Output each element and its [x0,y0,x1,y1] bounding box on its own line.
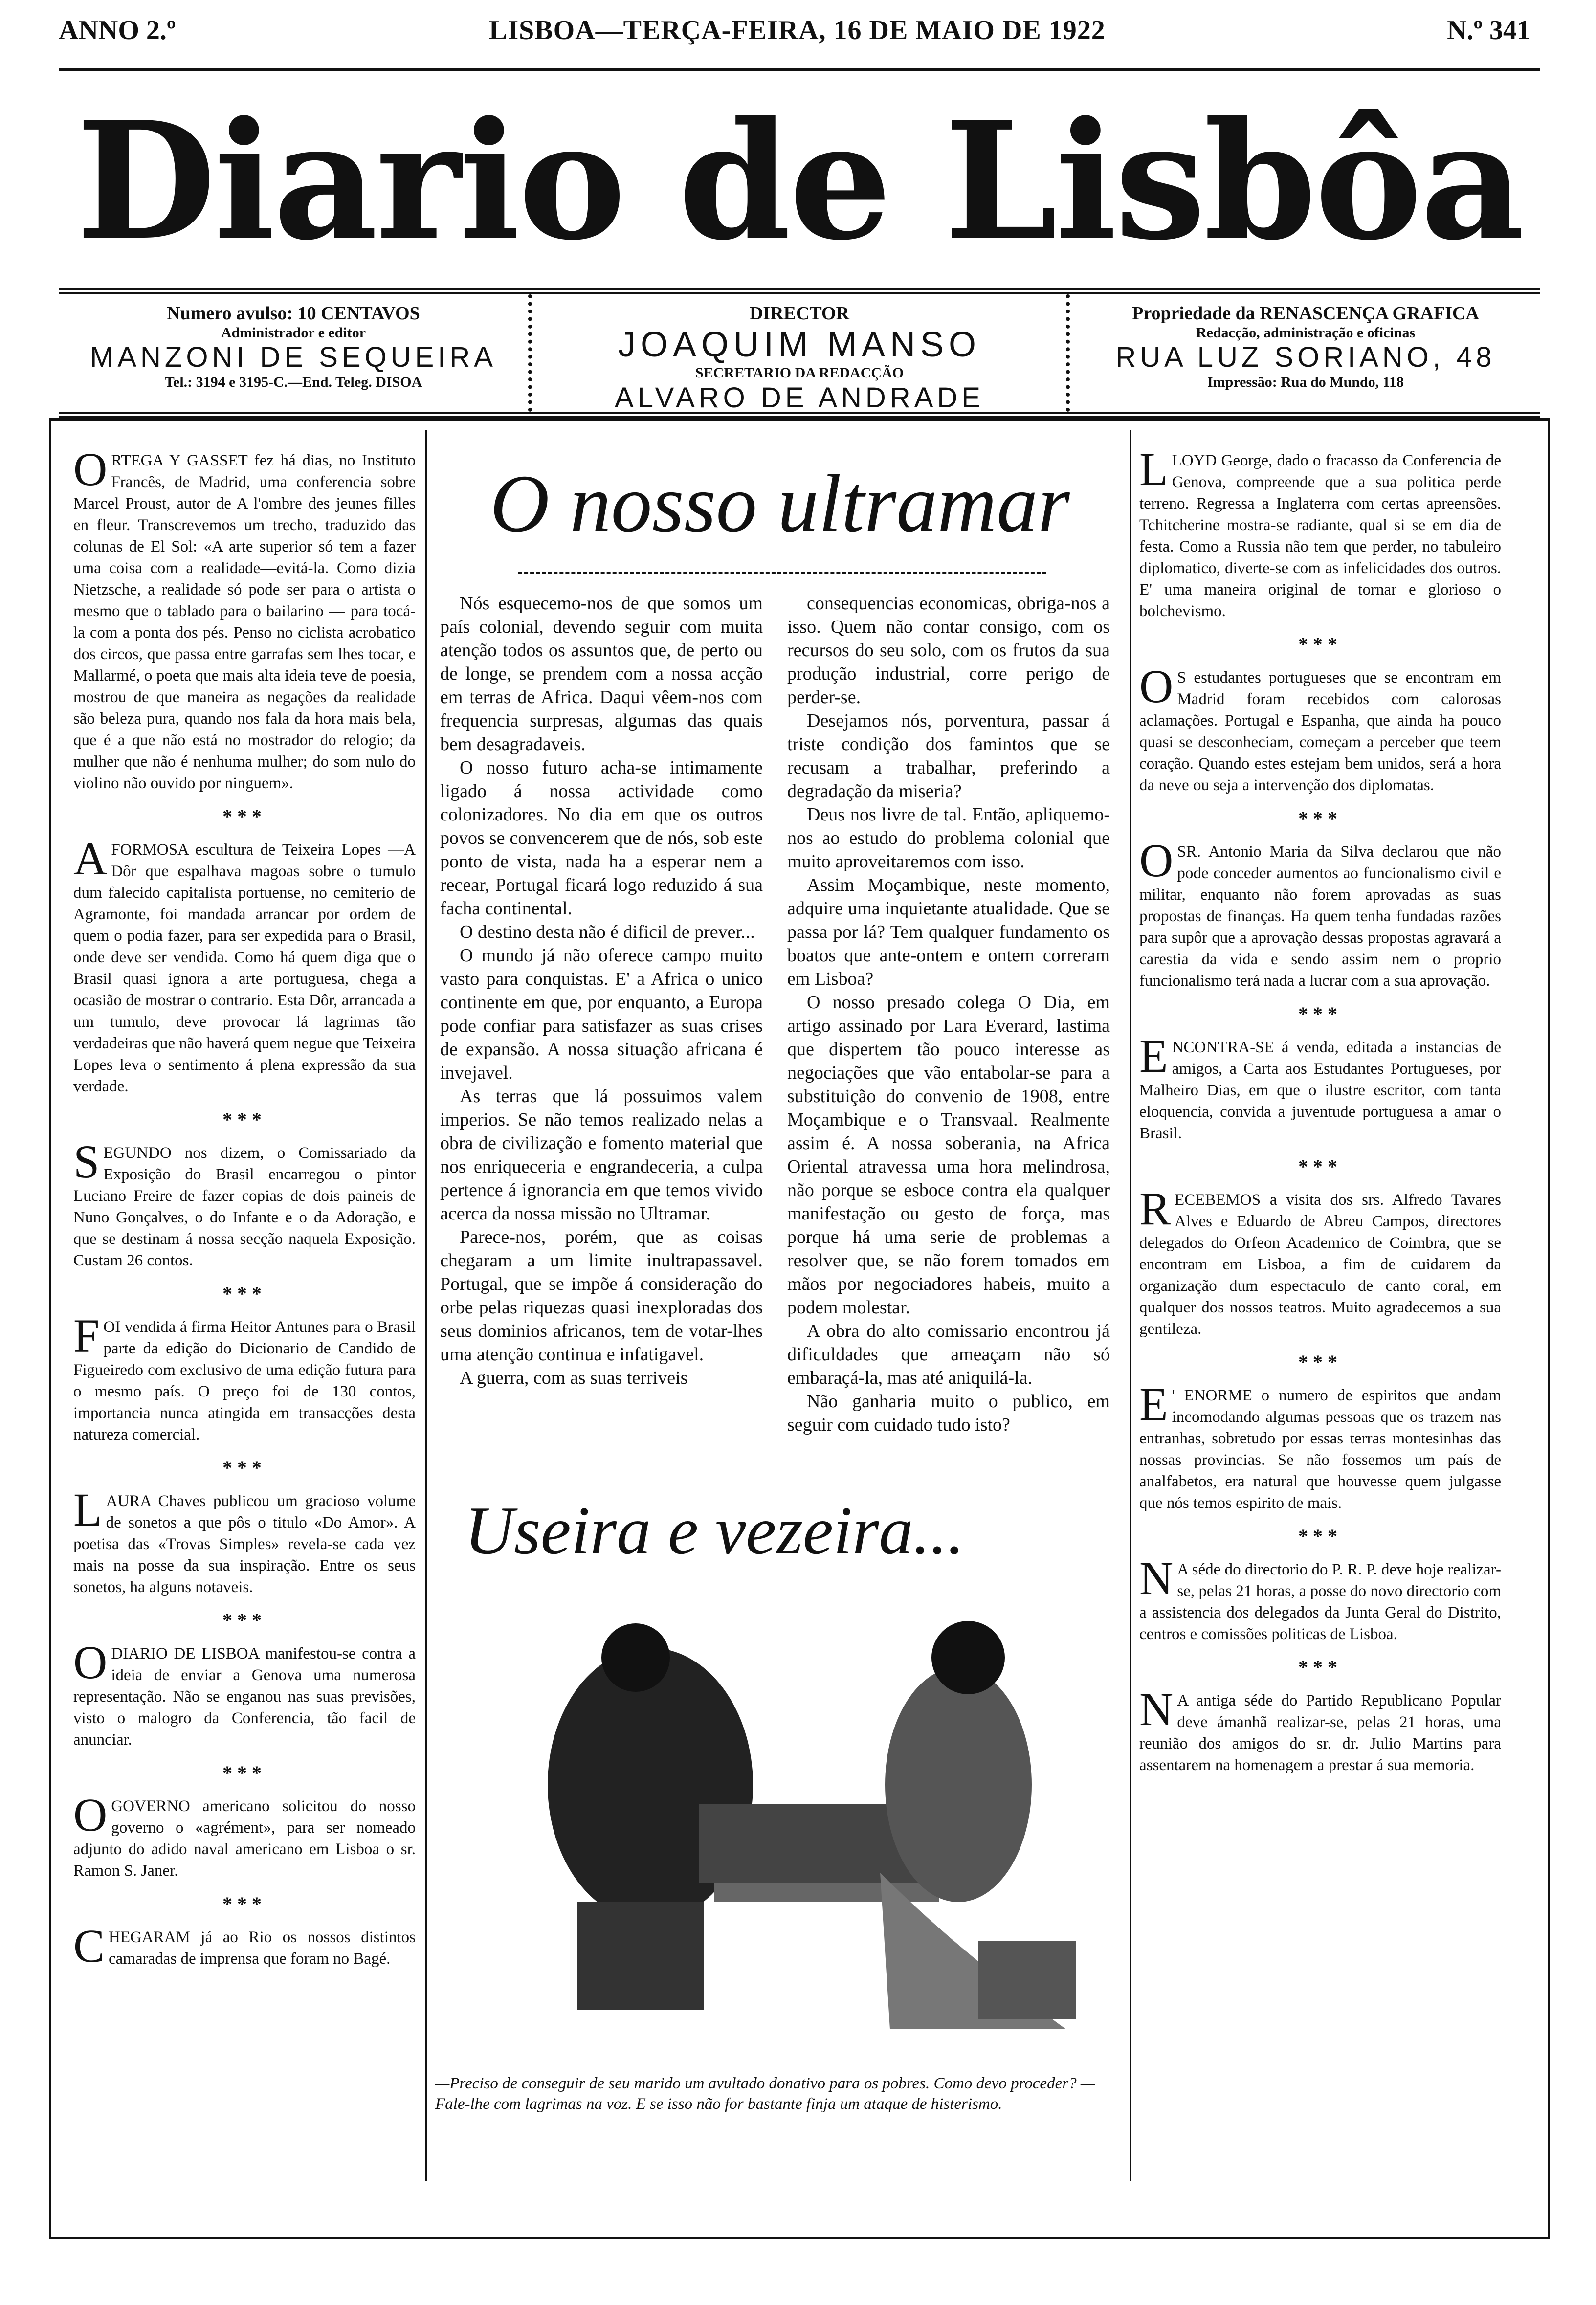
drop-initial: A [73,832,108,885]
news-item [73,1920,416,1972]
owner: Propriedade da RENASCENÇA GRAFICA [1132,303,1479,324]
drop-initial: F [73,1309,100,1362]
news-item-text: ' ENORME o numero de espiritos que andam incomodando algumas pessoas que os trazem nas entranhas, sobretudo por essas terras montesinhas das nossas provincias. Se não fossemos um país de analfabetos, era natural que houvesse quem julgasse que nós temos espirito de mais. [1139,1387,1501,1512]
drop-initial: E [1139,1030,1168,1082]
date-line: LISBOA—TERÇA-FEIRA, 16 DE MAIO DE 1922 [489,15,1106,45]
news-item-text: LOYD George, dado o fracasso da Conferencia de Genova, compreende que a sua politica perde terreno. Regressa a Inglaterra com certas apreensões. Tchitcherine mostra-se radiante, qual si se em dia de festa. Como a Russia não tem que perder, no tabuleiro diplomatico, diverte-se com as infelicidades dos outros. E' uma maneira original de tornar e glorioso o bolchevismo. [1139,452,1501,620]
article-paragraph: consequencias economicas, obriga-nos a isso. Quem não contar consigo, com os recursos do seu solo, com os frutos da sua produção industrial, corre perigo de perder-se. [787,593,1110,708]
section-separator: *** [222,1893,266,1915]
issue-year: ANNO 2.º [59,15,176,45]
news-item-text: HEGARAM já ao Rio os nossos distintos camaradas de imprensa que foram no Bagé. [109,1928,416,1968]
news-item [1139,1683,1501,1776]
info-admin [59,294,532,412]
masthead [59,68,1540,291]
news-item [73,1484,416,1598]
article-paragraph: A guerra, com as suas terriveis [460,1368,688,1388]
issue-number: N.º 341 [1447,15,1530,45]
offices: Redacção, administração e oficinas [1196,324,1416,341]
article-paragraph: Assim Moçambique, neste momento, adquire uma inquietante atualidade. Que se passa por lá? Tem qualquer fundamento os boatos que ante-ontem e ontem correram em Lisboa? [787,875,1110,989]
price: Numero avulso: 10 CENTAVOS [167,303,420,324]
section-separator: *** [1298,1155,1342,1177]
news-item-text: FORMOSA escultura de Teixeira Lopes —A Dôr que espalhava magoas sobre o tumulo dum falecido capitalista portuense, no cemiterio de Agramonte, foi mandada arrancar por ordem de quem o podia fazer, para ser expedida para o Brasil, onde deve ser vendida. Como há quem diga que o Brasil quasi ignora a arte portuguesa, chega a ocasião de mostrar o contrario. Esta Dôr, arrancada a um tumulo, deve provocar lá lagrimas tão verdadeiras que não haverá quem negue que Teixeira Lopes leva o sentimento á plena expressão da sua verdade. [73,841,416,1095]
drop-initial: L [73,1484,102,1536]
cartoon-title: Useira e vezeira... [465,1493,965,1569]
section-separator: *** [1298,633,1342,655]
news-item-text: DIARIO DE LISBOA manifestou-se contra a ideia de enviar a Genova uma numerosa representação. Não se enganou nas suas previsões, visto o malogro da Conferencia, tão facil de anunciar. [73,1645,416,1749]
news-item-text: AURA Chaves publicou um gracioso volume de sonetos a que pôs o titulo «Do Amor». A poetisa das «Trovas Simples» revela-se cada vez mais na posse da sua inspiração. Entre os seus sonetos, ha alguns notaveis. [73,1492,416,1596]
printer: Impressão: Rua do Mundo, 118 [1207,374,1404,390]
section-separator: *** [1298,1656,1342,1678]
drop-initial: O [73,1636,108,1688]
section-separator: *** [1298,1525,1342,1547]
news-item-text: SR. Antonio Maria da Silva declarou que não pode conceder aumentos ao funcionalismo civil e militar, enquanto não forem aprovadas as suas propostas de finanças. Ha quem tenha fundadas razões para supôr que a aprovação dessas propostas agravará a carestia da vida e sendo assim nem o proprio funcionalismo terá nada a lucrar com a sua aprovação. [1139,843,1501,990]
newspaper-title: Diario de Lisbôa [76,86,1523,276]
section-separator: *** [222,1283,266,1305]
news-item [73,832,416,1097]
street: RUA LUZ SORIANO, 48 [1115,341,1496,374]
column-rule-left [425,430,427,2181]
section-separator: *** [1298,1003,1342,1025]
admin-name: MANZONI DE SEQUEIRA [90,341,497,374]
news-item [73,1135,416,1271]
news-item-text: A antiga séde do Partido Republicano Popular deve ámanhã realizar-se, pelas 21 horas, uma reunião dos amigos do sr. dr. Julio Martins para assentarem na homenagem a prestar á sua memoria. [1139,1692,1501,1774]
right-column [1139,443,1501,1787]
article-paragraph: O nosso futuro acha-se intimamente ligado á nossa actividade como colonizadores. No dia em que os outros povos se convencerem que de nós, sob este ponto de vista, nada ha a esperar nem a recear, Portugal ficará logo reduzido á sua facha continental. [440,757,763,919]
drop-initial: N [1139,1552,1174,1604]
section-separator: *** [1298,807,1342,829]
drop-initial: L [1139,443,1168,495]
drop-initial: O [1139,834,1174,887]
section-separator: *** [222,1609,266,1631]
news-item-text: NCONTRA-SE á venda, editada a instancias de amigos, a Carta aos Estudantes Portugueses, por Malheiro Dias, em que o ilustre escritor, com tanta eloquencia, convida a juventude portuguesa a amar o Brasil. [1139,1039,1501,1142]
drop-initial: E [1139,1378,1168,1430]
article-paragraph: O destino desta não é dificil de prever... [460,922,755,942]
news-item [1139,1552,1501,1645]
drop-initial: R [1139,1182,1171,1235]
news-item [1139,1182,1501,1340]
section-separator: *** [222,1762,266,1784]
article-column-a [440,592,763,1390]
news-item-text: ECEBEMOS a visita dos srs. Alfredo Tavares Alves e Eduardo de Abreu Campos, directores delegados do Orfeon Academico de Coimbra, que se encontram em Lisboa, a fim de cuidarem da organização dum espectaculo de canto coral, em qualquer dos nossos teatros. Muito agradecemos a sua gentileza. [1139,1191,1501,1338]
drop-initial: N [1139,1683,1174,1735]
drop-initial: C [73,1920,105,1972]
news-item-text: RTEGA Y GASSET fez há dias, no Instituto Francês, de Madrid, uma conferencia sobre Marcel Proust, autor de A l'ombre des jeunes filles en fleur. Transcrevemos um trecho, traduzido das colunas de El Sol: «A arte superior só tem a fazer uma coisa com a realidade—evitá-la. Como dizia Nietzsche, a realidade só pode ser para o artista o mesmo que o tablado para o bailarino — para tocá-la com a ponta dos pés. Penso no ciclista acrobatico dos circos, que passa entre garrafas sem lhes tocar, e Mallarmé, o poeta que mais alta ideia teve de poesia, mostrou de que maneira as negações da realidade são beleza pura, quando nos fala da hora mais bela, que é a que não está no mostrador do relogio; da mulher que não é nenhuma mulher; do som nulo do violino não ouvido por ninguem». [73,452,416,792]
news-item-text: S estudantes portugueses que se encontram em Madrid foram recebidos com calorosas aclamações. Portugal e Espanha, que ainda ha pouco quasi se desconheciam, começam a perceber que teem coração. Quando estes estejam bem unidos, será a hora da neve ou seja a intervenção dos diplomatas. [1139,669,1501,794]
left-column [73,443,416,1980]
article-paragraph: Desejamos nós, porventura, passar á triste condição dos famintos que se recusam a trabalhar, preferindo a degradação da miseria? [787,710,1110,801]
section-separator: *** [222,805,266,827]
headline-rule [518,572,1046,574]
news-item [1139,443,1501,622]
news-item [73,1789,416,1882]
news-item [1139,1030,1501,1144]
article-column-b [787,592,1110,1437]
section-separator: *** [1298,1351,1342,1373]
drop-initial: O [73,443,108,495]
director-name: JOAQUIM MANSO [618,325,981,364]
article-paragraph: A obra do alto comissario encontrou já dificuldades que ameaçam não só embaraçá-la, mas até aniquilá-la. [787,1321,1110,1388]
news-item [73,1309,416,1445]
article-paragraph: Nós esquecemo-nos de que somos um país colonial, devendo seguir com muita atenção todos os assuntos que, de perto ou de longe, se prendem com a nossa acção em terras de Africa. Daqui vêem-nos com frequencia surpresas, algumas das quais bem desagradaveis. [440,593,763,754]
secretary-label: SECRETARIO DA REDACÇÃO [695,365,904,381]
column-rule-right [1130,430,1131,2181]
news-item [1139,834,1501,992]
news-item-text: EGUNDO nos dizem, o Comissariado da Exposição do Brasil encarregou o pintor Luciano Freire de fazer copias de dois paineis de Nuno Gonçalves, o do Infante e o da Adoração, e que se destinam á nossa secção naquela Exposição. Custam 26 contos. [73,1144,416,1269]
drop-initial: O [73,1789,108,1841]
news-item [1139,660,1501,796]
top-dateline [59,10,1540,54]
article-paragraph: O nosso presado colega O Dia, em artigo assinado por Lara Everard, lastima que dispertem tão pouco interesse as negociações que vão entabolar-se para a substituição do convenio de 1908, entre Moçambique e o Transvaal. Realmente assim é. A nossa soberania, na Africa Oriental atravessa uma hora melindrosa, não porque se esboce contra ela qualquer manifestação ou gesto de força, mas porque há uma serie de problemas a resolver que, se não forem tomados em mãos por negociadores habeis, muito a podem molestar. [787,992,1110,1318]
telephone: Tel.: 3194 e 3195-C.—End. Teleg. DISOA [164,374,422,390]
drop-initial: O [1139,660,1174,712]
cartoon-illustration [489,1599,1120,2039]
section-separator: *** [222,1108,266,1130]
news-item-text: OI vendida á firma Heitor Antunes para o Brasil parte da edição do Dicionario de Candido de Figueiredo com exclusivo de uma edição futura para o mesmo país. O preço foi de 130 contos, importancia nunca atingida em transacções desta natureza comercial. [73,1318,416,1443]
news-item [73,1636,416,1751]
cartoon-drawing [489,1599,1120,2039]
article-paragraph: Deus nos livre de tal. Então, apliquemo-nos ao estudo do problema colonial que muito aproveitaremos com isso. [787,804,1110,872]
secretary-name: ALVARO DE ANDRADE [615,381,984,414]
article-paragraph: O mundo já não oferece campo muito vasto para conquistas. E' a Africa o unico continente em que, por enquanto, a Europa pode confiar para satisfazer as suas crises de expansão. A nossa situação africana é invejavel. [440,945,763,1083]
news-item-text: GOVERNO americano solicitou do nosso governo o «agrément», para ser nomeado adjunto do adido naval americano em Lisboa o sr. Ramon S. Janer. [73,1797,416,1880]
article-headline: O nosso ultramar [490,458,1070,549]
director-label: DIRECTOR [749,303,850,324]
info-director [533,294,1070,412]
cartoon-caption: —Preciso de conseguir de seu marido um avultado donativo para os pobres. Como devo proceder? —Fale-lhe com lagrimas na voz. E se isso não for bastante finja um ataque de histerismo. [435,2075,1095,2113]
article-paragraph: As terras que lá possuimos valem imperios. Se não temos realizado nelas a obra de civilização e fomento material que nos enriqueceria e engrandeceria, a culpa pertence á ignorancia em que temos vivido acerca da nossa missão no Ultramar. [440,1086,763,1224]
news-item [73,443,416,794]
article-paragraph: Não ganharia muito o publico, em seguir com cuidado tudo isto? [787,1391,1110,1435]
article-paragraph: Parece-nos, porém, que as coisas chegaram a um limite inultrapassavel. Portugal, que se impõe á consideração do orbe pelas riquezas quasi inexploradas dos seus dominios africanos, tem de votar-lhes uma atenção continua e infatigavel. [440,1227,763,1365]
info-bar [59,288,1540,418]
news-item [1139,1378,1501,1514]
info-owner [1071,294,1540,412]
admin-label: Administrador e editor [221,324,366,341]
news-item-text: A séde do directorio do P. R. P. deve hoje realizar-se, pelas 21 horas, a posse do novo directorio com a assistencia dos delegados da Junta Geral do Distrito, centros e comissões politicas de Lisboa. [1139,1561,1501,1643]
section-separator: *** [222,1457,266,1479]
drop-initial: S [73,1135,100,1188]
